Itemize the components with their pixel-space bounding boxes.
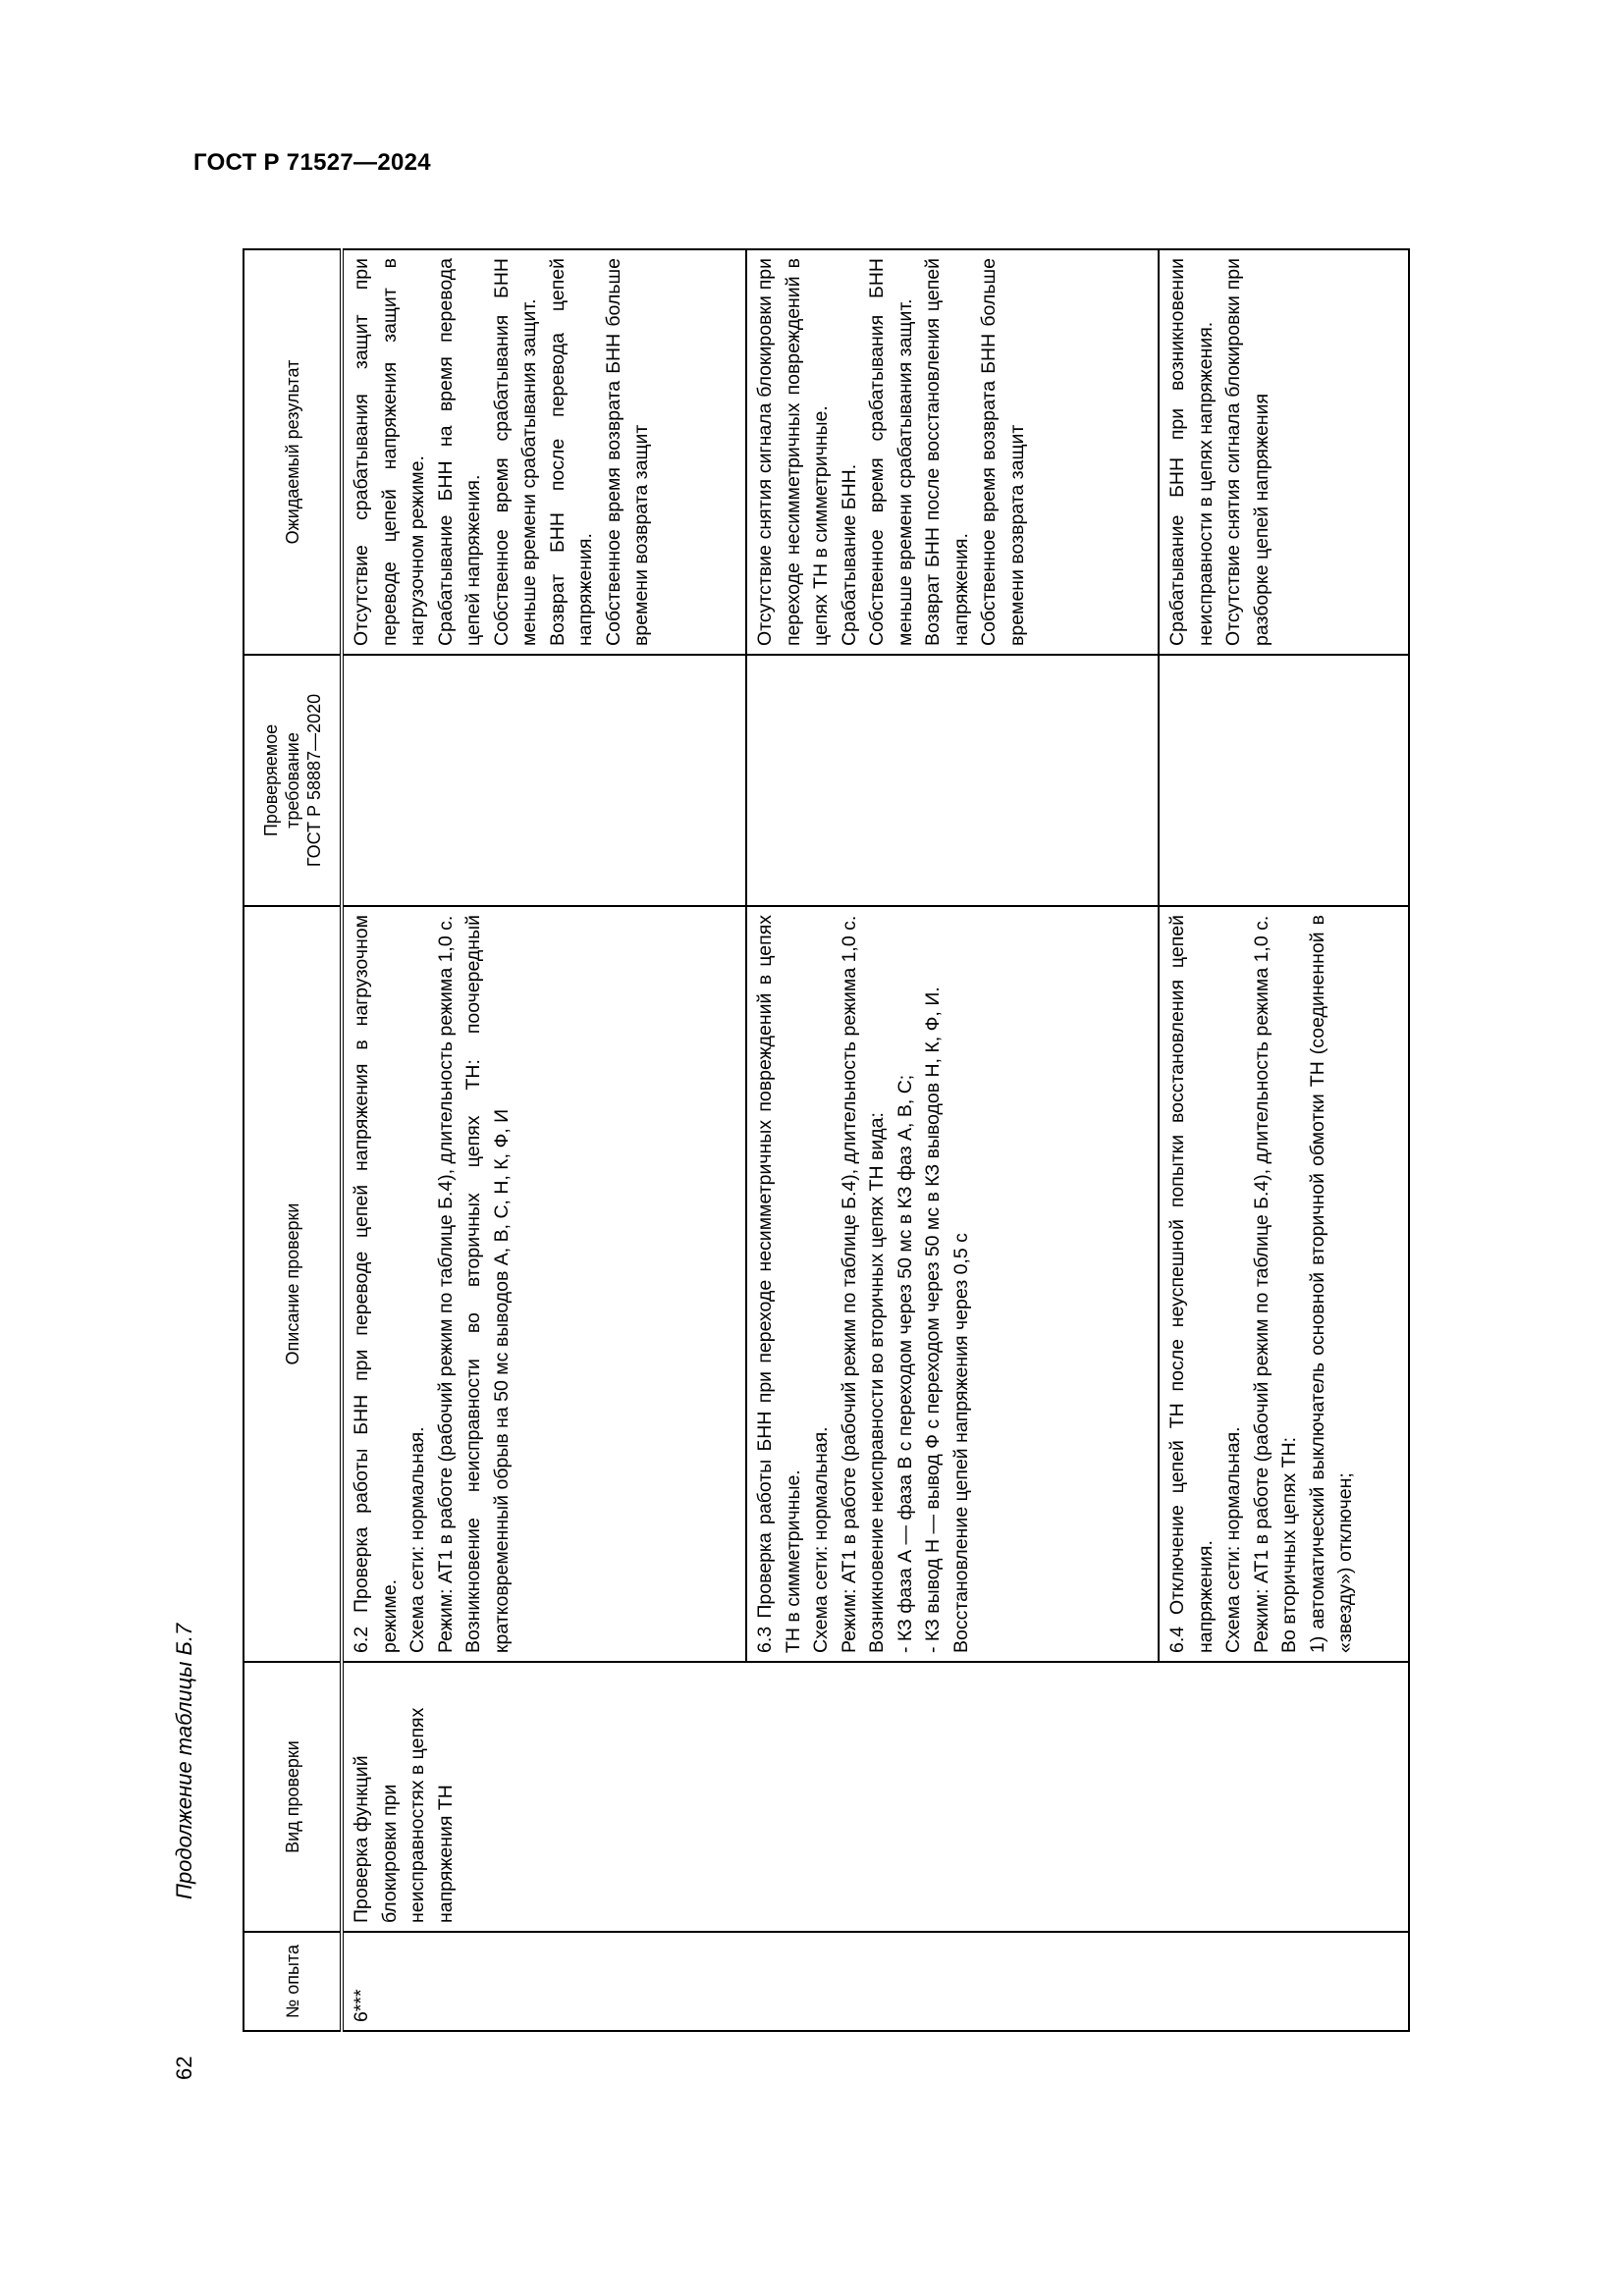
description-line: Схема сети: нормальная.	[810, 1426, 832, 1653]
table-header-row	[244, 249, 342, 2031]
description-line: Схема сети: нормальная.	[1222, 1426, 1244, 1653]
expected-cell	[1159, 249, 1409, 655]
test-number-cell: 6***	[342, 1932, 1409, 2031]
test-type-cell: Проверка функций блокировки при неисправностях в цепях напряжения ТН	[342, 1662, 1409, 1932]
header-num: № опыта	[244, 1932, 342, 2031]
expected-cell	[342, 249, 746, 655]
expected-line: Возврат БНН после перевода цепей напряжения.	[546, 258, 596, 646]
expected-line: Собственное время срабатывания БНН меньше времени срабатывания защит.	[866, 258, 916, 646]
description-line: Восстановление цепей напряжения через 0,5 с	[949, 1233, 972, 1653]
description-line: 6.4 Отключение цепей ТН после неуспешной попытки восстановления цепей напряжения.	[1166, 915, 1217, 1653]
header-requirement-line1: Проверяемое	[260, 723, 281, 837]
page-number: 62	[172, 2056, 196, 2080]
rotated-table-block	[172, 172, 1360, 2080]
expected-line: Собственное время возврата БНН больше времени возврата защит	[978, 258, 1028, 646]
header-requirement-line3: ГОСТ Р 58887—2020	[303, 693, 324, 868]
expected-cell	[746, 249, 1159, 655]
header-expected: Ожидаемый результат	[244, 249, 342, 655]
requirement-cell	[746, 655, 1159, 906]
expected-line: Срабатывание БНН при возникновении неисправности в цепях напряжения.	[1166, 258, 1217, 646]
description-line: Режим: АТ1 в работе (рабочий режим по таблице Б.4), длительность режима 1,0 с.	[434, 915, 457, 1653]
expected-line: Отсутствие срабатывания защит при переводе цепей напряжения защит в нагрузочном режиме.	[351, 258, 428, 646]
expected-line: Срабатывание БНН на время перевода цепей напряжения.	[434, 258, 484, 646]
description-line: 6.3 Проверка работы БНН при переходе несимметричных повреждений в цепях ТН в симметричные.	[754, 915, 804, 1653]
description-line: - КЗ вывод Н — вывод Ф с переходом через 50 мс в КЗ выводов Н, К, Ф, И.	[922, 987, 944, 1653]
header-description: Описание проверки	[244, 906, 342, 1662]
test-table	[243, 248, 1410, 2032]
expected-line: Отсутствие снятия сигнала блокировки при разборке цепей напряжения	[1222, 258, 1272, 646]
requirement-cell	[1159, 655, 1409, 906]
expected-line: Собственное время возврата БНН больше времени возврата защит	[602, 258, 652, 646]
description-line: - КЗ фаза А — фаза В с переходом через 50 мс в КЗ фаз А, В, С;	[893, 1074, 916, 1653]
description-line: 6.2 Проверка работы БНН при переводе цепей напряжения в нагрузочном режиме.	[351, 915, 401, 1653]
requirement-cell	[342, 655, 746, 906]
description-line: 1) автоматический выключатель основной вторичной обмотки ТН (соединенной в «звезду») отключен;	[1306, 915, 1356, 1653]
header-requirement-line2: требование	[282, 732, 302, 828]
description-cell	[1159, 906, 1409, 1662]
table-row	[342, 249, 746, 2031]
table-continuation-caption: Продолжение таблицы Б.7	[172, 1623, 196, 1899]
expected-line: Срабатывание БНН.	[838, 463, 860, 646]
description-line: Возникновение неисправности во вторичных цепях ТН вида:	[866, 1112, 888, 1653]
description-line: Схема сети: нормальная.	[406, 1426, 428, 1653]
header-requirement	[244, 655, 342, 906]
description-line: Во вторичных цепях ТН:	[1278, 1436, 1300, 1653]
description-cell	[746, 906, 1159, 1662]
expected-line: Отсутствие снятия сигнала блокировки при переходе несимметричных повреждений в цепях ТН в симметричные.	[754, 258, 832, 646]
expected-line: Собственное время срабатывания БНН меньше времени срабатывания защит.	[490, 258, 540, 646]
expected-line: Возврат БНН после восстановления цепей напряжения.	[922, 258, 972, 646]
description-line: Режим: АТ1 в работе (рабочий режим по таблице Б.4), длительность режима 1,0 с.	[1250, 915, 1272, 1653]
description-line: Режим: АТ1 в работе (рабочий режим по таблице Б.4), длительность режима 1,0 с.	[838, 915, 860, 1653]
description-line: Возникновение неисправности во вторичных цепях ТН: поочередный кратковременный обрыв на 50 мс выводов А, В, С, Н, К, Ф, И	[462, 915, 513, 1653]
header-type: Вид проверки	[244, 1662, 342, 1932]
description-cell	[342, 906, 746, 1662]
document-title: ГОСТ Р 71527—2024	[193, 149, 431, 176]
